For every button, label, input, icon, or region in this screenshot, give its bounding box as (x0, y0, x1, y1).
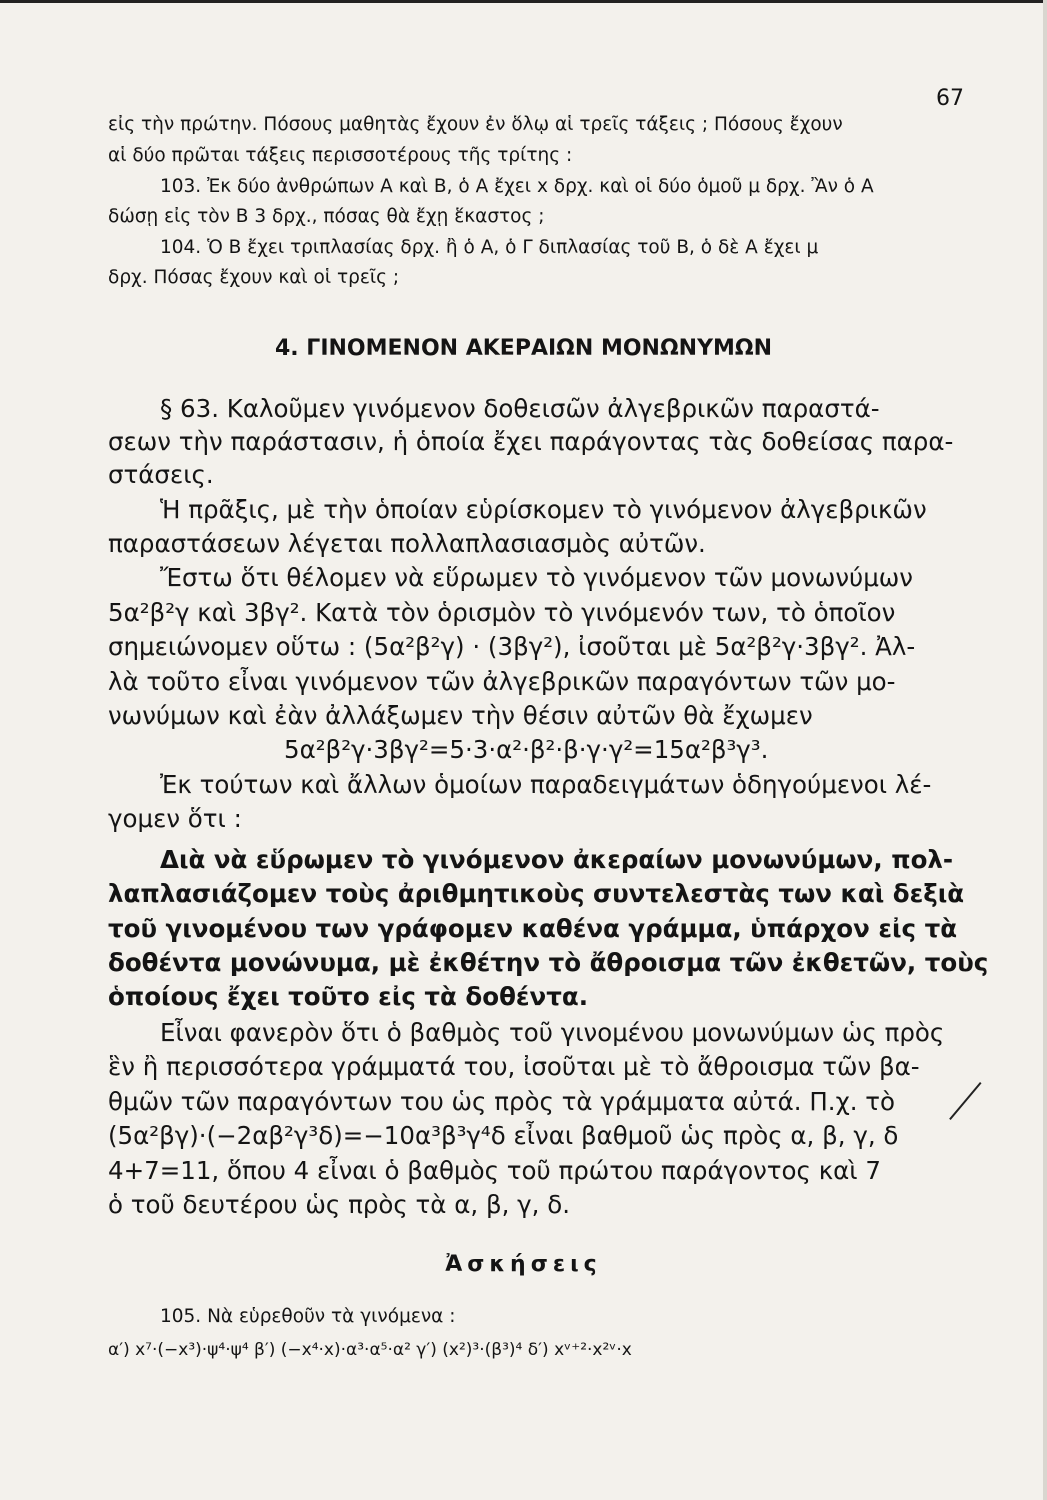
exercise-104: 104. Ὁ Β ἔχει τριπλασίας δρχ. ἢ ὁ Α, ὁ Γ διπλασίας τοῦ Β, ὁ δὲ Α ἔχει μ (160, 237, 819, 258)
text-line: θμῶν τῶν παραγόντων του ὡς πρὸς τὰ γράμματα αὐτά. Π.χ. τὸ (108, 1087, 896, 1116)
rule-text: ὁποίους ἔχει τοῦτο εἰς τὰ δοθέντα. (108, 982, 589, 1011)
text-line: δρχ. Πόσας ἔχουν καὶ οἱ τρεῖς ; (108, 267, 400, 288)
section-heading: 4. ΓΙΝΟΜΕΝΟΝ ΑΚΕΡΑΙΩΝ ΜΟΝΩΝΥΜΩΝ (274, 336, 773, 361)
rule-text: λαπλασιάζομεν τοὺς ἀριθμητικοὺς συντελεστὰς των καὶ δεξιὰ (108, 879, 965, 908)
scan-edge-top (0, 0, 1047, 3)
text-line: Ἔστω ὅτι θέλομεν νὰ εὕρωμεν τὸ γινόμενον τῶν μονωνύμων (160, 563, 913, 592)
exercise-105: 105. Νὰ εὑρεθοῦν τὰ γινόμενα : (160, 1306, 456, 1327)
text-line: δώσῃ εἰς τὸν Β 3 δρχ., πόσας θὰ ἔχῃ ἕκαστος ; (108, 206, 545, 227)
rule-text: δοθέντα μονώνυμα, μὲ ἐκθέτην τὸ ἄθροισμα τῶν ἐκθετῶν, τοὺς (108, 948, 989, 977)
exercises-heading: Ἀσκήσεις (445, 1252, 602, 1277)
exercise-105-items: α′) x⁷·(−x³)·ψ⁴·ψ⁴ β′) (−x⁴·x)·α³·α⁵·α² γ′) (x²)³·(β³)⁴ δ′) xᵛ⁺²·x²ᵛ·x (108, 1340, 632, 1360)
rule-text: τοῦ γινομένου των γράφομεν καθένα γράμμα, ὑπάρχον εἰς τὰ (108, 914, 958, 943)
text-line: Ἡ πρᾶξις, μὲ τὴν ὁποίαν εὑρίσκομεν τὸ γινόμενον ἀλγεβρικῶν (160, 495, 927, 524)
exercise-103: 103. Ἐκ δύο ἀνθρώπων Α καὶ Β, ὁ Α ἔχει x δρχ. καὶ οἱ δύο ὁμοῦ μ δρχ. Ἂν ὁ Α (160, 176, 874, 197)
text-line: Ἐκ τούτων καὶ ἄλλων ὁμοίων παραδειγμάτων ὁδηγούμενοι λέ- (160, 770, 932, 799)
text-line: αἱ δύο πρῶται τάξεις περισσοτέρους τῆς τρίτης : (108, 145, 573, 166)
text-line: ὁ τοῦ δευτέρου ὡς πρὸς τὰ α, β, γ, δ. (108, 1190, 571, 1219)
text-line: γομεν ὅτι : (108, 804, 242, 833)
page-number: 67 (936, 86, 964, 111)
text-line: 5α²β²γ καὶ 3βγ². Κατὰ τὸν ὁρισμὸν τὸ γινόμενόν των, τὸ ὁποῖον (108, 598, 896, 627)
text-line: λὰ τοῦτο εἶναι γινόμενον τῶν ἀλγεβρικῶν παραγόντων τῶν μο- (108, 667, 896, 696)
text-line: ἓν ἢ περισσότερα γράμματά του, ἰσοῦται μὲ τὸ ἄθροισμα τῶν βα- (108, 1052, 920, 1081)
text-line: εἰς τὴν πρώτην. Πόσους μαθητὰς ἔχουν ἐν ὅλῳ αἱ τρεῖς τάξεις ; Πόσους ἔχουν (108, 114, 843, 135)
section-63-definition: § 63. Καλοῦμεν γινόμενον δοθεισῶν ἀλγεβρικῶν παραστά- (160, 394, 880, 423)
text-line: παραστάσεων λέγεται πολλαπλασιασμὸς αὐτῶν. (108, 529, 706, 558)
pencil-mark (949, 1082, 981, 1120)
rule-text: Διὰ νὰ εὕρωμεν τὸ γινόμενον ἀκεραίων μονωνύμων, πολ- (160, 845, 954, 874)
text-line: 4+7=11, ὅπου 4 εἶναι ὁ βαθμὸς τοῦ πρώτου παράγοντος καὶ 7 (108, 1156, 881, 1185)
text-line: σεων τὴν παράστασιν, ἡ ὁποία ἔχει παράγοντας τὰς δοθείσας παρα- (108, 427, 954, 456)
text-line: Εἶναι φανερὸν ὅτι ὁ βαθμὸς τοῦ γινομένου μονωνύμων ὡς πρὸς (160, 1018, 945, 1047)
text-line: νωνύμων καὶ ἐὰν ἀλλάξωμεν τὴν θέσιν αὐτῶν θὰ ἔχωμεν (108, 701, 813, 730)
text-line: στάσεις. (108, 460, 214, 489)
text-line: (5α²βγ)·(−2αβ²γ³δ)=−10α³β³γ⁴δ εἶναι βαθμοῦ ὡς πρὸς α, β, γ, δ (108, 1121, 899, 1150)
text-line: σημειώνομεν οὕτω : (5α²β²γ) · (3βγ²), ἰσοῦται μὲ 5α²β²γ·3βγ². Ἀλ- (108, 632, 916, 661)
formula-line: 5α²β²γ·3βγ²=5·3·α²·β²·β·γ·γ²=15α²β³γ³. (284, 735, 769, 764)
